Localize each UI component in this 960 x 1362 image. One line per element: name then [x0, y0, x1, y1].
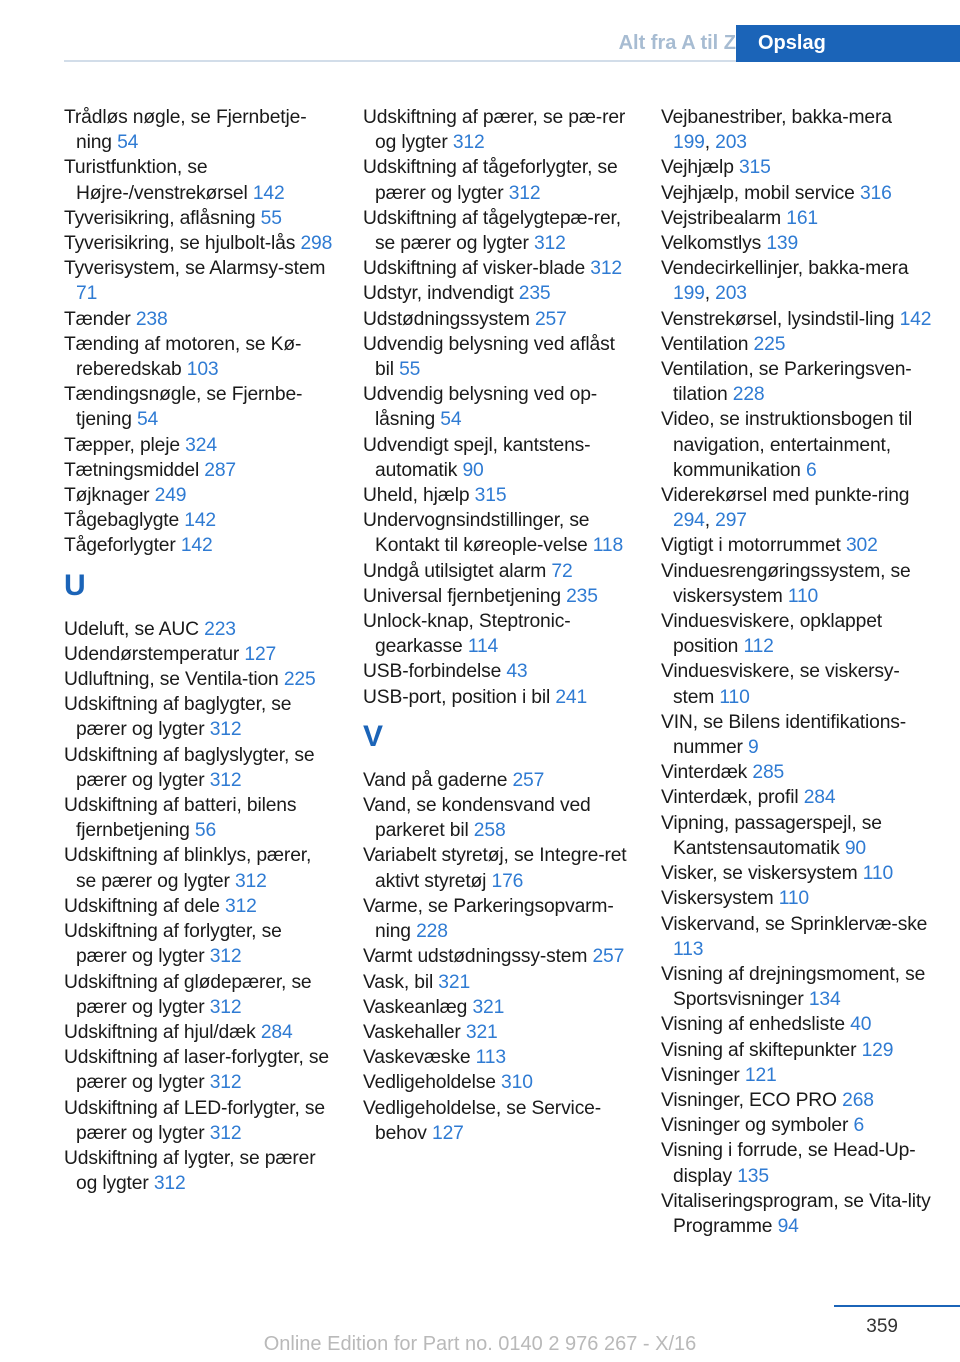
page-number: 359 [866, 1316, 898, 1337]
index-entry [661, 861, 933, 886]
index-entry [64, 382, 336, 432]
index-entry [64, 692, 336, 742]
footer-edition: Online Edition for Part no. 0140 2 976 267 - X/16 [263, 1333, 697, 1355]
index-term: Udvendigt spejl, kantstens‐automatik [363, 434, 591, 481]
page-reference-link[interactable]: 134 [808, 989, 841, 1011]
index-term: Udskiftning af LED-forlygter, se pærer og lygter [64, 1097, 325, 1144]
index-entry [64, 793, 336, 843]
index-entry [661, 785, 933, 810]
page-reference-link[interactable]: 71 [76, 283, 98, 305]
page-reference-link[interactable]: 312 [209, 946, 242, 968]
index-entry [64, 508, 336, 533]
index-term: Tæpper, pleje [64, 434, 186, 456]
page-reference-link[interactable]: 284 [803, 787, 836, 809]
page-separator: , [704, 510, 716, 532]
index-entry [363, 508, 635, 558]
page-reference-link[interactable]: 203 [715, 132, 747, 154]
index-term: Vendecirkellinjer, bakka‐mera [661, 258, 909, 280]
page-reference-link[interactable]: 249 [154, 485, 187, 507]
index-entry [661, 1088, 933, 1113]
index-entry [64, 533, 336, 558]
index-term: Tænding af motoren, se Kø‐reberedskab [64, 333, 302, 381]
page-reference-link[interactable]: 324 [185, 434, 217, 456]
index-term: Vipning, passagerspejl, se Kantstensautomatik [661, 812, 882, 859]
page-reference-link[interactable]: 135 [737, 1165, 769, 1187]
index-term: Udskiftning af forlygter, se pærer og lygter [64, 921, 282, 968]
page-reference-link[interactable]: 228 [416, 921, 448, 943]
index-term: Ventilation, se Parkeringsven‐tilation [661, 359, 912, 406]
index-term: Udluftning, se Ventila‐tion [64, 669, 284, 691]
page-reference-link[interactable]: 312 [209, 1072, 242, 1094]
page-reference-link[interactable]: 285 [752, 762, 785, 784]
index-entry [363, 559, 635, 584]
index-term: Udskiftning af visker‐blade [363, 258, 591, 280]
index-entry [661, 609, 933, 659]
page-reference-link[interactable]: 315 [474, 485, 507, 507]
index-term: Tætningsmiddel [64, 459, 205, 481]
page-separator: , [704, 132, 716, 154]
index-term: USB-forbindelse [363, 661, 507, 683]
index-entry [64, 433, 336, 458]
index-term: Udendørstemperatur [64, 643, 245, 665]
index-term: Vaskehaller [363, 1021, 466, 1043]
index-letter-heading: V [363, 719, 384, 753]
index-term: Udeluft, se AUC [64, 618, 205, 640]
index-term: Tøjknager [64, 485, 155, 507]
index-term: Udskiftning af baglyslygter, se pærer og lygter [64, 744, 315, 791]
page-reference-link[interactable]: 321 [465, 1021, 498, 1043]
index-entry [363, 155, 635, 205]
index-entry [64, 642, 336, 667]
header-tab: Opslag [736, 25, 960, 62]
index-term: Vask, bil [363, 971, 439, 993]
page-reference-link[interactable]: 40 [850, 1014, 872, 1036]
index-entry [64, 970, 336, 1020]
page-reference-link[interactable]: 142 [252, 182, 285, 204]
index-entry [661, 231, 933, 256]
index-entry [661, 710, 933, 760]
index-term: Visning af enhedsliste [661, 1014, 851, 1036]
index-term: Venstrekørsel, lysindstil‐ling [661, 308, 900, 330]
page-reference-link[interactable]: 298 [300, 233, 333, 255]
index-entry [363, 685, 635, 710]
page-reference-link[interactable]: 112 [743, 636, 774, 658]
index-term: Turistfunktion, se Højre-/venstrekørsel [64, 157, 253, 204]
index-term: Tænder [64, 308, 136, 330]
page-reference-link[interactable]: 312 [209, 769, 242, 791]
index-term: Velkomstlys [661, 233, 767, 255]
index-entry [661, 533, 933, 558]
page-reference-link[interactable]: 9 [748, 737, 759, 759]
index-term: VIN, se Bilens identifikations‐nummer [661, 711, 907, 759]
index-entry [661, 1063, 933, 1088]
index-entry [661, 105, 933, 155]
index-entry [661, 181, 933, 206]
page-reference-link[interactable]: 241 [555, 686, 588, 708]
index-term: Visning i forrude, se Head-Up-display [661, 1140, 916, 1187]
index-entry [64, 843, 336, 893]
index-entry [64, 307, 336, 332]
page-reference-link[interactable]: 228 [732, 384, 765, 406]
page-reference-link[interactable]: 55 [399, 359, 421, 381]
page-reference-link[interactable]: 54 [136, 409, 159, 431]
page-reference-link[interactable]: 110 [787, 585, 819, 607]
index-term: Varme, se Parkeringsopvarm‐ning [363, 895, 614, 943]
index-term: Udskiftning af dele [64, 895, 225, 917]
page-separator: , [704, 283, 716, 305]
index-term: Uheld, hjælp [363, 485, 475, 507]
page-reference-link[interactable]: 312 [209, 996, 242, 1018]
index-entry [363, 768, 635, 793]
index-entry [363, 332, 635, 382]
page-reference-link[interactable]: 129 [861, 1039, 894, 1061]
page-reference-link[interactable]: 139 [766, 233, 799, 255]
index-entry [661, 1113, 933, 1138]
index-term: Varmt udstødningssy‐stem [363, 946, 593, 968]
index-entry [64, 206, 336, 231]
index-entry [661, 357, 933, 407]
index-entry [64, 894, 336, 919]
index-term: Vaskeanlæg [363, 996, 473, 1018]
index-entry [363, 281, 635, 306]
page-reference-link[interactable]: 312 [225, 895, 257, 917]
index-term: Vitaliseringsprogram, se Vita‐lity Programme [661, 1190, 931, 1237]
index-term: USB-port, position i bil [363, 686, 556, 708]
index-term: Tyverisikring, se hjulbolt‐lås [64, 233, 301, 255]
index-entry [661, 483, 933, 533]
index-term: Video, se instruktionsbogen til navigation, entertainment, kommunikation [661, 409, 913, 481]
index-term: Visninger og symboler [661, 1115, 854, 1137]
page-reference-link[interactable]: 321 [472, 996, 505, 1018]
index-term: Vedligeholdelse [363, 1072, 502, 1094]
index-term: Tændingsnøgle, se Fjernbe‐tjening [64, 384, 303, 431]
index-term: Visninger, ECO PRO [661, 1089, 843, 1111]
page-reference-link[interactable]: 199 [673, 132, 705, 154]
page-reference-link[interactable]: 127 [432, 1122, 464, 1144]
index-term: Udskiftning af lygter, se pærer og lygter [64, 1147, 316, 1195]
index-entry [363, 609, 635, 659]
page-reference-link[interactable]: 54 [117, 132, 139, 154]
page-reference-link[interactable]: 315 [738, 157, 771, 179]
page-reference-link[interactable]: 294 [673, 510, 705, 532]
page-reference-link[interactable]: 110 [862, 863, 894, 885]
index-term: Vinterdæk, profil [661, 787, 804, 809]
index-term: Tågeforlygter [64, 535, 181, 557]
index-entry [64, 1020, 336, 1045]
section-title: Alt fra A til Z [618, 32, 736, 54]
page-reference-link[interactable]: 127 [244, 643, 277, 665]
index-term: Ventilation [661, 333, 754, 355]
index-term: Visning af drejningsmoment, se Sportsvisninger [661, 963, 926, 1011]
page-reference-link[interactable]: 257 [592, 946, 625, 968]
page-reference-link[interactable]: 312 [452, 132, 485, 154]
index-entry [661, 155, 933, 180]
index-entry [661, 912, 933, 962]
page-reference-link[interactable]: 103 [186, 359, 219, 381]
index-term: Udskiftning af laser-forlygter, se pærer og lygter [64, 1047, 329, 1094]
index-entry [64, 617, 336, 642]
index-term: Udskiftning af pærer, se pæ‐rer og lygter [363, 107, 626, 154]
page-reference-link[interactable]: 297 [715, 510, 747, 532]
index-column-1 [64, 105, 336, 1196]
index-entry [661, 307, 933, 332]
page-reference-link[interactable]: 316 [859, 182, 892, 204]
index-term: Vinduesviskere, se viskersy‐stem [661, 661, 900, 708]
index-entry [363, 1070, 635, 1095]
page-reference-link[interactable]: 203 [715, 283, 747, 305]
index-term: Vejhjælp [661, 157, 739, 179]
index-entry [661, 760, 933, 785]
index-entry [363, 307, 635, 332]
index-term: Udskiftning af hjul/dæk [64, 1021, 261, 1043]
index-entry [363, 995, 635, 1020]
index-term: Vigtigt i motorrummet [661, 535, 846, 557]
index-term: Vinterdæk [661, 762, 753, 784]
page-reference-link[interactable]: 118 [592, 535, 624, 557]
index-term: Universal fjernbetjening [363, 585, 567, 607]
index-entry [64, 256, 336, 306]
page-reference-link[interactable]: 284 [260, 1021, 293, 1043]
page-reference-link[interactable]: 113 [673, 938, 704, 960]
index-term: Udskiftning af tågelygtepæ‐rer, se pærer og lygter [363, 207, 621, 255]
page-reference-link[interactable]: 287 [204, 459, 237, 481]
index-entry [661, 962, 933, 1012]
index-entry [363, 843, 635, 893]
index-entry [661, 1189, 933, 1239]
page-reference-link[interactable]: 312 [209, 1122, 242, 1144]
index-entry [64, 1146, 336, 1196]
index-entry [64, 743, 336, 793]
page-reference-link[interactable]: 142 [184, 510, 216, 532]
page-reference-link[interactable]: 114 [467, 636, 499, 658]
page-reference-link[interactable]: 235 [566, 585, 598, 607]
index-term: Visning af skiftepunkter [661, 1039, 862, 1061]
index-entry [64, 667, 336, 692]
index-entry [661, 886, 933, 911]
page-reference-link[interactable]: 72 [551, 560, 573, 582]
page-number-rule [834, 1305, 960, 1307]
index-entry [363, 584, 635, 609]
index-term: Udvendig belysning ved aflåst bil [363, 333, 615, 381]
index-entry [661, 1138, 933, 1188]
page-reference-link[interactable]: 199 [673, 283, 705, 305]
index-term: Vinduesviskere, opklappet position [661, 611, 882, 658]
index-entry [363, 382, 635, 432]
page-reference-link[interactable]: 110 [719, 686, 750, 708]
index-term: Udstyr, indvendigt [363, 283, 519, 305]
index-term: Vinduesrengøringssystem, se viskersystem [661, 560, 911, 607]
index-term: Vejhjælp, mobil service [661, 182, 860, 204]
index-entry [661, 811, 933, 861]
index-term: Viskersystem [661, 888, 779, 910]
index-entry [64, 231, 336, 256]
index-term: Udskiftning af tågeforlygter, se pærer og lygter [363, 157, 618, 204]
index-entry [363, 1020, 635, 1045]
page-reference-link[interactable]: 176 [491, 870, 524, 892]
index-term: Viderekørsel med punkte‐ring [661, 485, 910, 507]
page-reference-link[interactable]: 258 [473, 820, 506, 842]
page-reference-link[interactable]: 54 [440, 409, 462, 431]
index-term: Udskiftning af baglygter, se pærer og lygter [64, 694, 292, 741]
index-entry [363, 1045, 635, 1070]
index-term: Udskiftning af glødepærer, se pærer og lygter [64, 971, 312, 1018]
page-reference-link[interactable]: 223 [204, 618, 236, 640]
index-entry [64, 919, 336, 969]
index-entry [64, 332, 336, 382]
index-entry [64, 155, 336, 205]
page-reference-link[interactable]: 113 [475, 1047, 506, 1069]
page-reference-link[interactable]: 90 [462, 459, 484, 481]
index-term: Vedligeholdelse, se Service‐behov [363, 1097, 602, 1144]
page-reference-link[interactable]: 225 [753, 333, 786, 355]
index-term: Udskiftning af blinklys, pærer, se pærer og lygter [64, 845, 312, 892]
page-reference-link[interactable]: 302 [845, 535, 878, 557]
page-reference-link[interactable]: 312 [234, 870, 267, 892]
index-entry [661, 659, 933, 709]
page-reference-link[interactable]: 94 [777, 1215, 799, 1237]
index-entry [363, 970, 635, 995]
page-reference-link[interactable]: 310 [501, 1072, 533, 1094]
index-entry [363, 793, 635, 843]
index-column-2 [363, 105, 635, 1146]
page-reference-link[interactable]: 312 [590, 258, 623, 280]
index-term: Variabelt styretøj, se Integre‐ret aktivt styretøj [363, 845, 627, 892]
page-reference-link[interactable]: 43 [506, 661, 528, 683]
index-term: Vand, se kondensvand ved parkeret bil [363, 795, 591, 842]
index-entry [661, 407, 933, 483]
page-reference-link[interactable]: 312 [508, 182, 541, 204]
page-reference-link[interactable]: 235 [518, 283, 551, 305]
index-entry [363, 1096, 635, 1146]
index-term: Undgå utilsigtet alarm [363, 560, 552, 582]
index-entry [363, 256, 635, 281]
index-column-3 [661, 105, 933, 1239]
index-term: Vand på gaderne [363, 769, 513, 791]
index-entry [64, 105, 336, 155]
index-entry [661, 1012, 933, 1037]
page-reference-link[interactable]: 257 [534, 308, 567, 330]
index-term: Tågebaglygte [64, 510, 185, 532]
index-term: Visninger [661, 1064, 745, 1086]
page-reference-link[interactable]: 90 [844, 837, 867, 859]
page-reference-link[interactable]: 55 [260, 207, 282, 229]
page-reference-link[interactable]: 312 [533, 233, 566, 255]
page-reference-link[interactable]: 110 [778, 888, 809, 910]
index-term: Udvendig belysning ved op‐låsning [363, 384, 598, 431]
page-reference-link[interactable]: 225 [283, 669, 316, 691]
index-entry [661, 332, 933, 357]
index-term: Undervognsindstillinger, se Kontakt til køreople‐velse [363, 510, 593, 557]
index-term: Visker, se viskersystem [661, 863, 863, 885]
index-entry [363, 483, 635, 508]
index-entry [64, 483, 336, 508]
index-term: Vejbanestriber, bakka‐mera [661, 107, 892, 128]
index-term: Udskiftning af batteri, bilens fjernbetjening [64, 795, 297, 842]
page-reference-link[interactable]: 56 [194, 820, 217, 842]
index-letter-heading: U [64, 568, 86, 602]
page-reference-link[interactable]: 6 [853, 1115, 865, 1137]
index-term: Udstødningssystem [363, 308, 535, 330]
index-term: Vejstribealarm [661, 207, 787, 229]
page-reference-link[interactable]: 321 [438, 971, 471, 993]
page-reference-link[interactable]: 121 [744, 1064, 777, 1086]
page-reference-link[interactable]: 257 [512, 769, 545, 791]
index-entry [661, 559, 933, 609]
index-entry [363, 433, 635, 483]
index-entry [64, 1096, 336, 1146]
page-reference-link[interactable]: 6 [805, 459, 817, 481]
index-entry [64, 458, 336, 483]
index-entry [363, 659, 635, 684]
index-term: Unlock-knap, Steptronic-gearkasse [363, 611, 571, 658]
index-entry [363, 894, 635, 944]
page-reference-link[interactable]: 142 [180, 535, 213, 557]
page-reference-link[interactable]: 268 [842, 1089, 874, 1111]
page-reference-link[interactable]: 312 [153, 1173, 186, 1195]
index-term: Tyverisikring, aflåsning [64, 207, 261, 229]
index-entry [661, 206, 933, 231]
page-reference-link[interactable]: 142 [899, 308, 932, 330]
index-term: Trådløs nøgle, se Fjernbetje‐ning [64, 107, 307, 154]
page-reference-link[interactable]: 238 [135, 308, 168, 330]
index-entry [661, 256, 933, 306]
index-entry [363, 944, 635, 969]
index-entry [363, 206, 635, 256]
index-term: Vaskevæske [363, 1047, 476, 1069]
page-reference-link[interactable]: 312 [209, 719, 242, 741]
index-entry [661, 1038, 933, 1063]
index-entry [64, 1045, 336, 1095]
index-term: Tyverisystem, se Alarmsy‐stem [64, 258, 326, 280]
index-term: Viskervand, se Sprinklervæ‐ske [661, 913, 928, 935]
index-entry [363, 105, 635, 155]
page-reference-link[interactable]: 161 [786, 207, 819, 229]
